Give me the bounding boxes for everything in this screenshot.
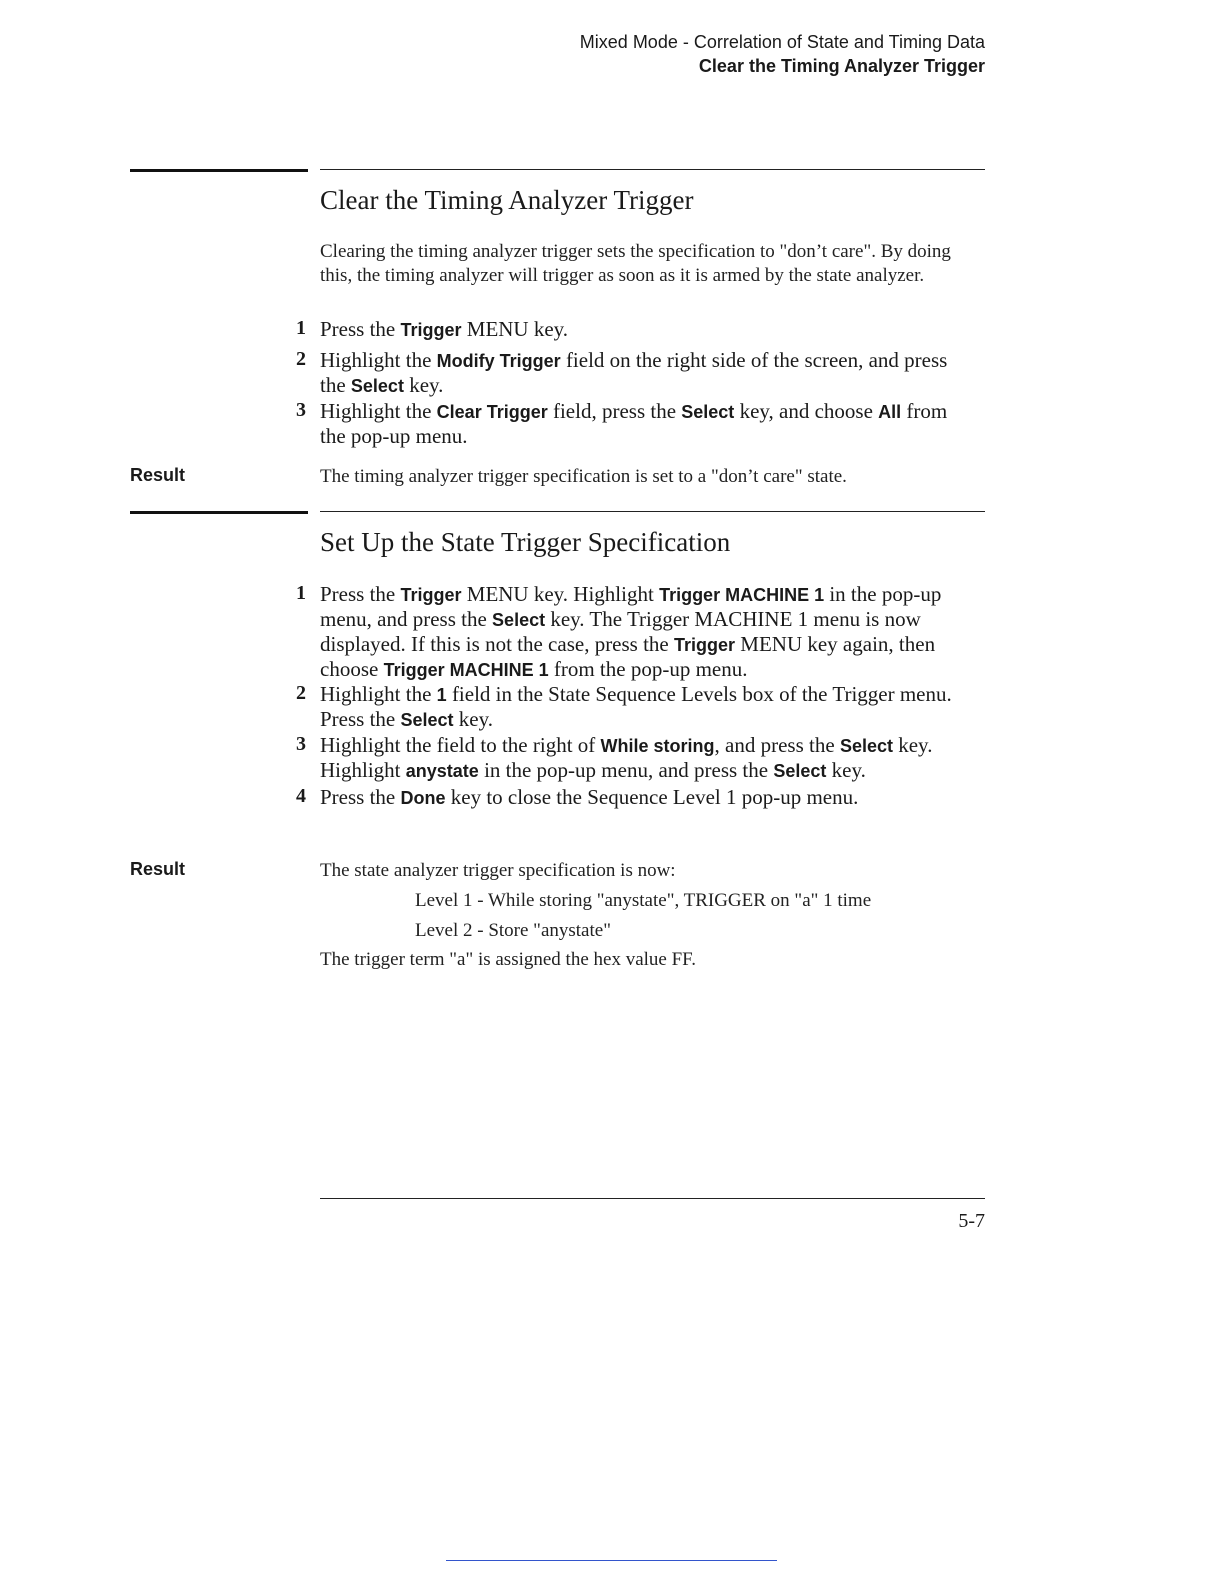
key-label: Trigger	[400, 585, 462, 605]
key-label: Select	[350, 376, 404, 396]
key-label: Clear Trigger	[436, 402, 548, 422]
section1-intro: Clearing the timing analyzer trigger sets the specification to "don’t care". By doing this, the timing analyzer will trigger as soon as it is armed by the state analyzer.	[320, 241, 951, 286]
section2-result-intro: The state analyzer trigger specification is now:	[320, 860, 676, 881]
running-header	[580, 30, 985, 78]
section1-step-3: Highlight the Clear Trigger field, press the Select key, and choose All from the pop-up menu.	[320, 399, 948, 448]
running-header-subtitle: Clear the Timing Analyzer Trigger	[698, 56, 985, 76]
key-label: Select	[839, 736, 893, 756]
key-label: Trigger MACHINE 1	[659, 585, 825, 605]
footer-link-underline	[446, 1560, 777, 1561]
key-label: Select	[400, 710, 454, 730]
step-number: 3	[296, 399, 306, 421]
section2-rule	[320, 511, 985, 512]
key-label: Trigger MACHINE 1	[383, 660, 549, 680]
section1-result-label: Result	[130, 465, 186, 485]
section2-result-label: Result	[130, 859, 186, 879]
key-label: Modify Trigger	[436, 351, 561, 371]
key-label: Select	[681, 402, 735, 422]
section2-step-1: Press the Trigger MENU key. Highlight Trigger MACHINE 1 in the pop-up menu, and press the Select key. The Trigger MACHINE 1 menu is now displayed. If this is not the case, press the Trigger MENU key again, then choose Trigger MACHINE 1 from the pop-up menu.	[320, 582, 942, 681]
section2-result-note: The trigger term "a" is assigned the hex value FF.	[320, 949, 696, 970]
key-label: anystate	[405, 761, 479, 781]
key-label: 1	[436, 685, 447, 705]
step-number: 4	[296, 785, 306, 807]
key-label: Trigger	[400, 320, 462, 340]
section1-result-text: The timing analyzer trigger specification is set to a "don’t care" state.	[320, 466, 847, 487]
section1-margin-rule	[130, 169, 308, 172]
page-number: 5-7	[958, 1210, 985, 1232]
result-level-line: Level 2 - Store "anystate"	[415, 920, 611, 941]
step-number: 2	[296, 682, 306, 704]
section2-step-3: Highlight the field to the right of While storing, and press the Select key. Highlight anystate in the pop-up menu, and press the Select key.	[320, 733, 933, 782]
section1-step-2: Highlight the Modify Trigger field on the right side of the screen, and press the Select key.	[320, 348, 948, 397]
section2-step-2: Highlight the 1 field in the State Sequence Levels box of the Trigger menu. Press the Select key.	[320, 682, 952, 731]
footer-rule	[320, 1198, 985, 1199]
section2-step-4: Press the Done key to close the Sequence Level 1 pop-up menu.	[320, 785, 859, 809]
key-label: Done	[400, 788, 446, 808]
key-label: Trigger	[674, 635, 736, 655]
step-number: 1	[296, 317, 306, 339]
key-label: Select	[773, 761, 827, 781]
key-label: While storing	[600, 736, 715, 756]
step-number: 1	[296, 582, 306, 604]
section2-title: Set Up the State Trigger Specification	[320, 527, 731, 557]
key-label: Select	[492, 610, 546, 630]
key-label: All	[878, 402, 902, 422]
section1-step-1: Press the Trigger MENU key.	[320, 317, 569, 341]
section1-rule	[320, 169, 985, 170]
step-number: 3	[296, 733, 306, 755]
section1-title: Clear the Timing Analyzer Trigger	[320, 185, 694, 215]
running-header-title: Mixed Mode - Correlation of State and Timing Data	[579, 32, 985, 52]
section2-margin-rule	[130, 511, 308, 514]
step-number: 2	[296, 348, 306, 370]
result-level-line: Level 1 - While storing "anystate", TRIGGER on "a" 1 time	[415, 890, 872, 911]
